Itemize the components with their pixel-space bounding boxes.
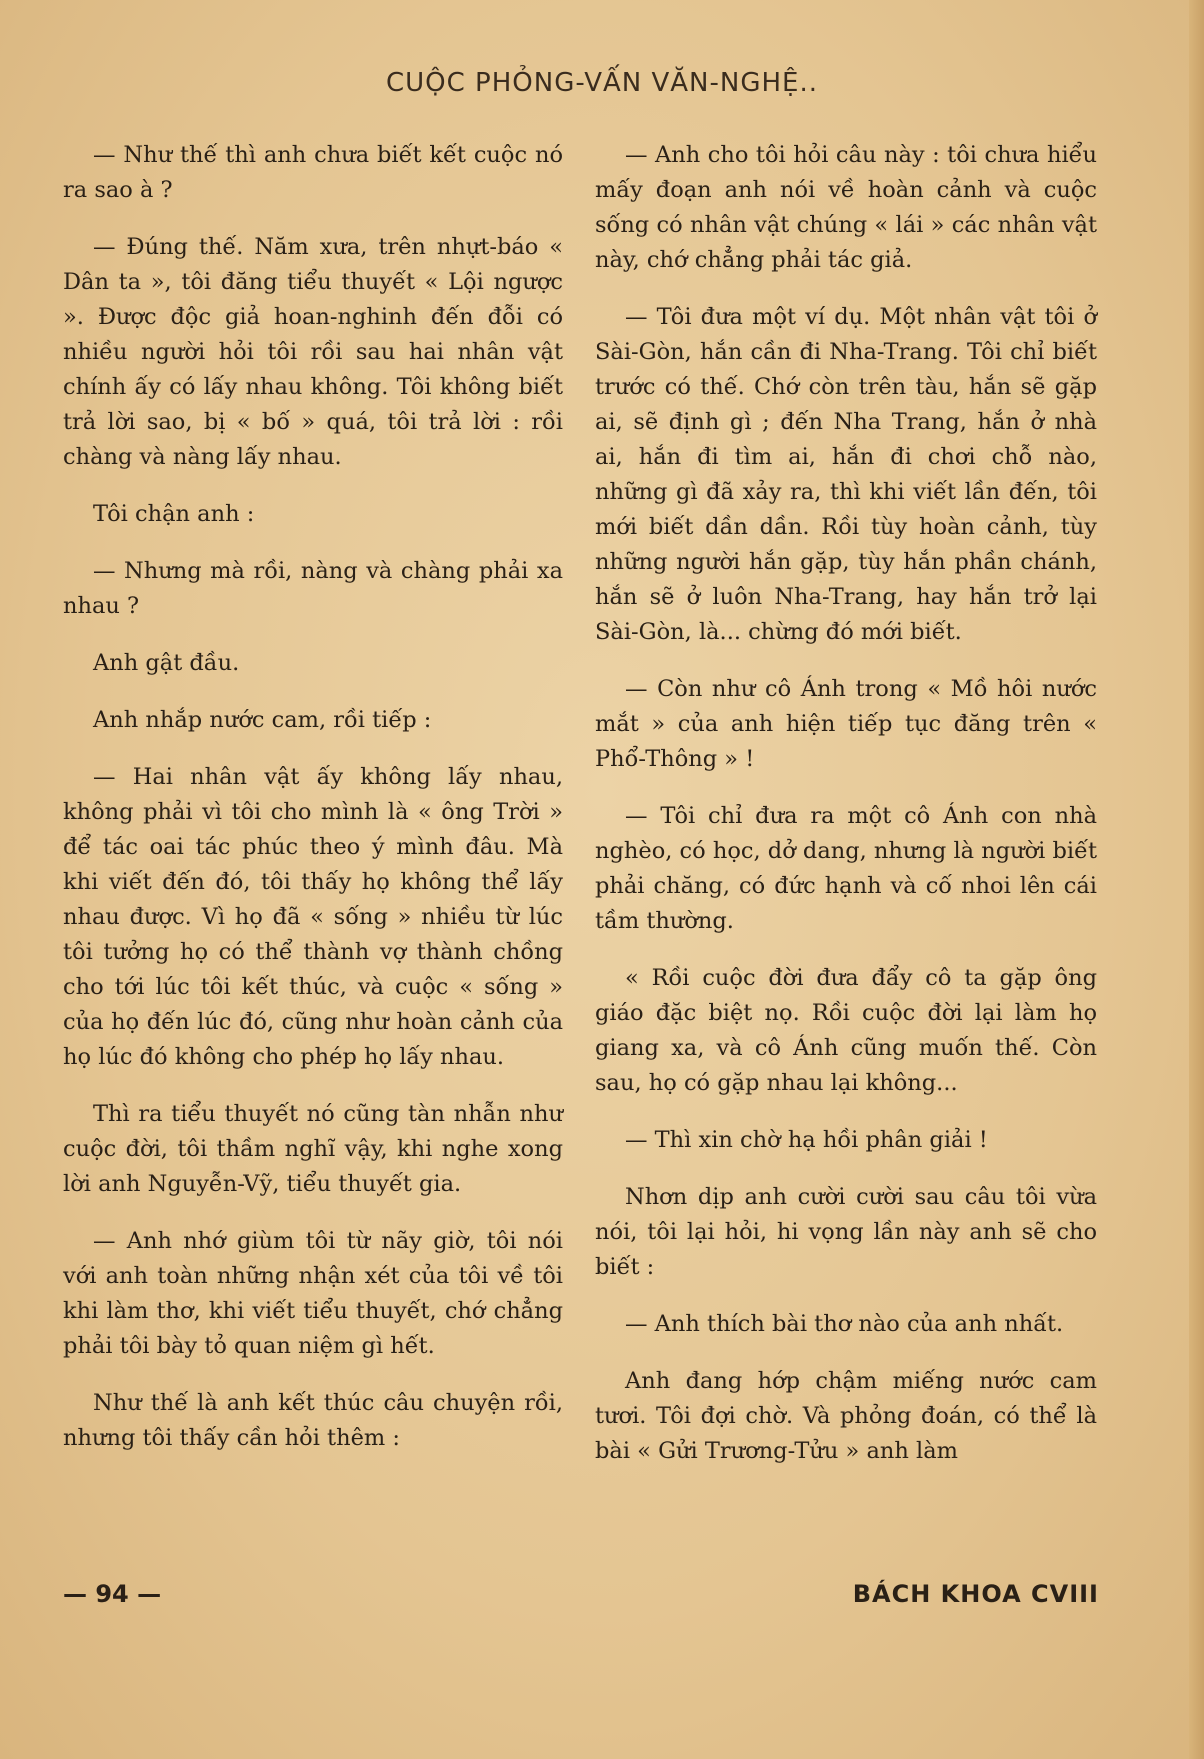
paragraph: Anh gật đầu.	[93, 650, 240, 676]
paragraph: Anh nhắp nước cam, rồi tiếp :	[93, 707, 432, 733]
paragraph: — Còn như cô Ánh trong « Mồ hôi nước mắt » của anh hiện tiếp tục đăng trên « Phổ-Thông » !	[595, 676, 1097, 772]
running-header: CUỘC PHỎNG-VẤN VĂN-NGHỆ..	[385, 68, 818, 98]
paragraph: Nhơn dịp anh cười cười sau câu tôi vừa nói, tôi lại hỏi, hi vọng lần này anh sẽ cho biết :	[595, 1184, 1097, 1280]
paragraph: Anh đang hớp chậm miếng nước cam tươi. Tôi đợi chờ. Và phỏng đoán, có thể là bài « Gửi Trương-Tửu » anh làm	[595, 1368, 1097, 1464]
paragraph: — Tôi đưa một ví dụ. Một nhân vật tôi ở Sài-Gòn, hắn cần đi Nha-Trang. Tôi chỉ biết trước có thế. Chớ còn trên tàu, hắn sẽ gặp ai, sẽ định gì ; đến Nha Trang, hắn ở nhà ai, hắn đi tìm ai, hắn đi chơi chỗ nào, những gì đã xảy ra, thì khi viết lần đến, tôi mới biết dần dần. Rồi tùy hoàn cảnh, tùy những người hắn gặp, tùy hắn phần chánh, hắn sẽ ở luôn Nha-Trang, hay hắn trở lại Sài-Gòn, là... chừng đó mới biết.	[595, 304, 1097, 645]
paragraph: — Như thế thì anh chưa biết kết cuộc nó ra sao à ?	[63, 142, 563, 203]
paragraph: — Tôi chỉ đưa ra một cô Ánh con nhà nghèo, có học, dở dang, nhưng là người biết phải chăng, có đức hạnh và cố nhoi lên cái tầm thường.	[595, 803, 1097, 934]
paragraph: Thì ra tiểu thuyết nó cũng tàn nhẫn như cuộc đời, tôi thầm nghĩ vậy, khi nghe xong lời anh Nguyễn-Vỹ, tiểu thuyết gia.	[63, 1101, 563, 1197]
paragraph: — Anh nhớ giùm tôi từ nãy giờ, tôi nói với anh toàn những nhận xét của tôi về tôi khi làm thơ, khi viết tiểu thuyết, chớ chẳng phải tôi bày tỏ quan niệm gì hết.	[63, 1228, 563, 1359]
paragraph: — Nhưng mà rồi, nàng và chàng phải xa nhau ?	[63, 558, 563, 619]
paragraph: « Rồi cuộc đời đưa đẩy cô ta gặp ông giáo đặc biệt nọ. Rồi cuộc đời lại làm họ giang xa, và cô Ánh cũng muốn thế. Còn sau, họ có gặp nhau lại không...	[595, 965, 1097, 1096]
left-column	[63, 138, 563, 1478]
paragraph: — Thì xin chờ hạ hồi phân giải !	[625, 1127, 988, 1153]
paragraph: — Anh cho tôi hỏi câu này : tôi chưa hiểu mấy đoạn anh nói về hoàn cảnh và cuộc sống có nhân vật chúng « lái » các nhân vật này, chớ chẳng phải tác giả.	[595, 142, 1097, 273]
publication-name: BÁCH KHOA CVIII	[852, 1580, 1099, 1608]
right-column	[595, 138, 1097, 1491]
paragraph: — Anh thích bài thơ nào của anh nhất.	[625, 1311, 1064, 1337]
page-edge	[1189, 0, 1204, 1759]
paragraph: Như thế là anh kết thúc câu chuyện rồi, nhưng tôi thấy cần hỏi thêm :	[63, 1390, 563, 1451]
paragraph: — Hai nhân vật ấy không lấy nhau, không phải vì tôi cho mình là « ông Trời » để tác oai tác phúc theo ý mình đâu. Mà khi viết đến đó, tôi thấy họ không thể lấy nhau được. Vì họ đã « sống » nhiều từ lúc tôi tưởng họ có thể thành vợ thành chồng cho tới lúc tôi kết thúc, và cuộc « sống » của họ đến lúc đó, cũng như hoàn cảnh của họ lúc đó không cho phép họ lấy nhau.	[63, 764, 563, 1070]
paragraph: Tôi chận anh :	[93, 501, 255, 527]
page-number: — 94 —	[63, 1580, 162, 1608]
paragraph: — Đúng thế. Năm xưa, trên nhựt-báo « Dân ta », tôi đăng tiểu thuyết « Lội ngược ». Được độc giả hoan-nghinh đến đỗi có nhiều người hỏi tôi rồi sau hai nhân vật chính ấy có lấy nhau không. Tôi không biết trả lời sao, bị « bố » quá, tôi trả lời : rồi chàng và nàng lấy nhau.	[63, 234, 563, 470]
